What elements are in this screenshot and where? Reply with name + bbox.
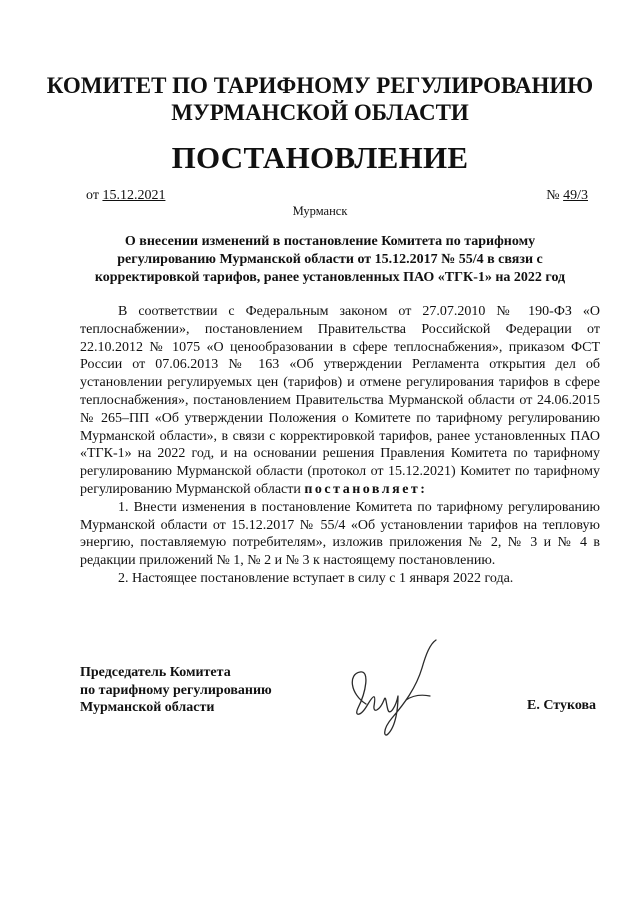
subject-line-1: О внесении изменений в постановление Комитета по тарифному: [124, 234, 536, 249]
document-number: [546, 188, 588, 204]
subject-line-3: корректировкой тарифов, ранее установленных ПАО «ТГК-1» на 2022 год: [94, 270, 566, 285]
document-body: [80, 303, 600, 588]
date-value: 15.12.2021: [102, 188, 166, 203]
item-1: 1. Внести изменения в постановление Комитета по тарифному регулированию Мурманской области от 15.12.2017 № 55/4 «Об установлении тарифов на тепловую энергию, поставляемую потребителям», изложив приложения № 2, № 3 и № 4 в редакции приложений № 1, № 2 и № 3 к настоящему постановлению.: [80, 499, 600, 569]
signatory-title: [80, 664, 272, 717]
subject-line-2: регулированию Мурманской области от 15.12.2017 № 55/4 в связи с: [117, 252, 543, 267]
issuer-line-2: МУРМАНСКОЙ ОБЛАСТИ: [171, 100, 469, 125]
city: Мурманск: [292, 204, 348, 218]
signatory-name: Е. Стукова: [527, 698, 597, 713]
signatory-title-line-2: по тарифному регулированию: [80, 682, 272, 698]
handwritten-signature: [336, 634, 446, 744]
signatory-title-line-3: Мурманской области: [80, 700, 215, 715]
document-date: [86, 188, 165, 204]
decree-word: постановляет:: [304, 481, 428, 497]
item-2: 2. Настоящее постановление вступает в силу с 1 января 2022 года.: [118, 570, 514, 586]
preamble-text: В соответствии с Федеральным законом от 27.07.2010 № 190-ФЗ «О теплоснабжении», постановлением Правительства Российской Федерации от 22.10.2012 № 1075 «О ценообразовании в сфере теплоснабжения», приказом ФСТ России от 07.06.2013 № 163 «Об утверждении Регламента открытия дел об установлении регулируемых цен (тарифов) и отмене регулирования тарифов в сфере теплоснабжения», постановлением Правительства Мурманской области от 24.06.2015 № 265–ПП «Об утверждении Положения о Комитете по тарифному регулированию Мурманской области», в связи с корректировкой тарифов, ранее установленных ПАО «ТГК-1» на 2022 год, и на основании решения Правления Комитета по тарифному регулированию Мурманской области (протокол от 15.12.2021) Комитет по тарифному регулированию Мурманской области: [80, 304, 600, 497]
signatory-title-line-1: Председатель Комитета: [80, 665, 231, 680]
date-prefix: от: [86, 188, 103, 203]
number-value: 49/3: [563, 188, 588, 203]
issuer-header: [0, 72, 640, 126]
document-type: ПОСТАНОВЛЕНИЕ: [171, 140, 469, 175]
issuer-line-1: КОМИТЕТ ПО ТАРИФНОМУ РЕГУЛИРОВАНИЮ: [46, 73, 594, 98]
preamble-paragraph: [80, 303, 600, 499]
document-subject: [80, 233, 580, 287]
number-prefix: №: [546, 188, 564, 203]
